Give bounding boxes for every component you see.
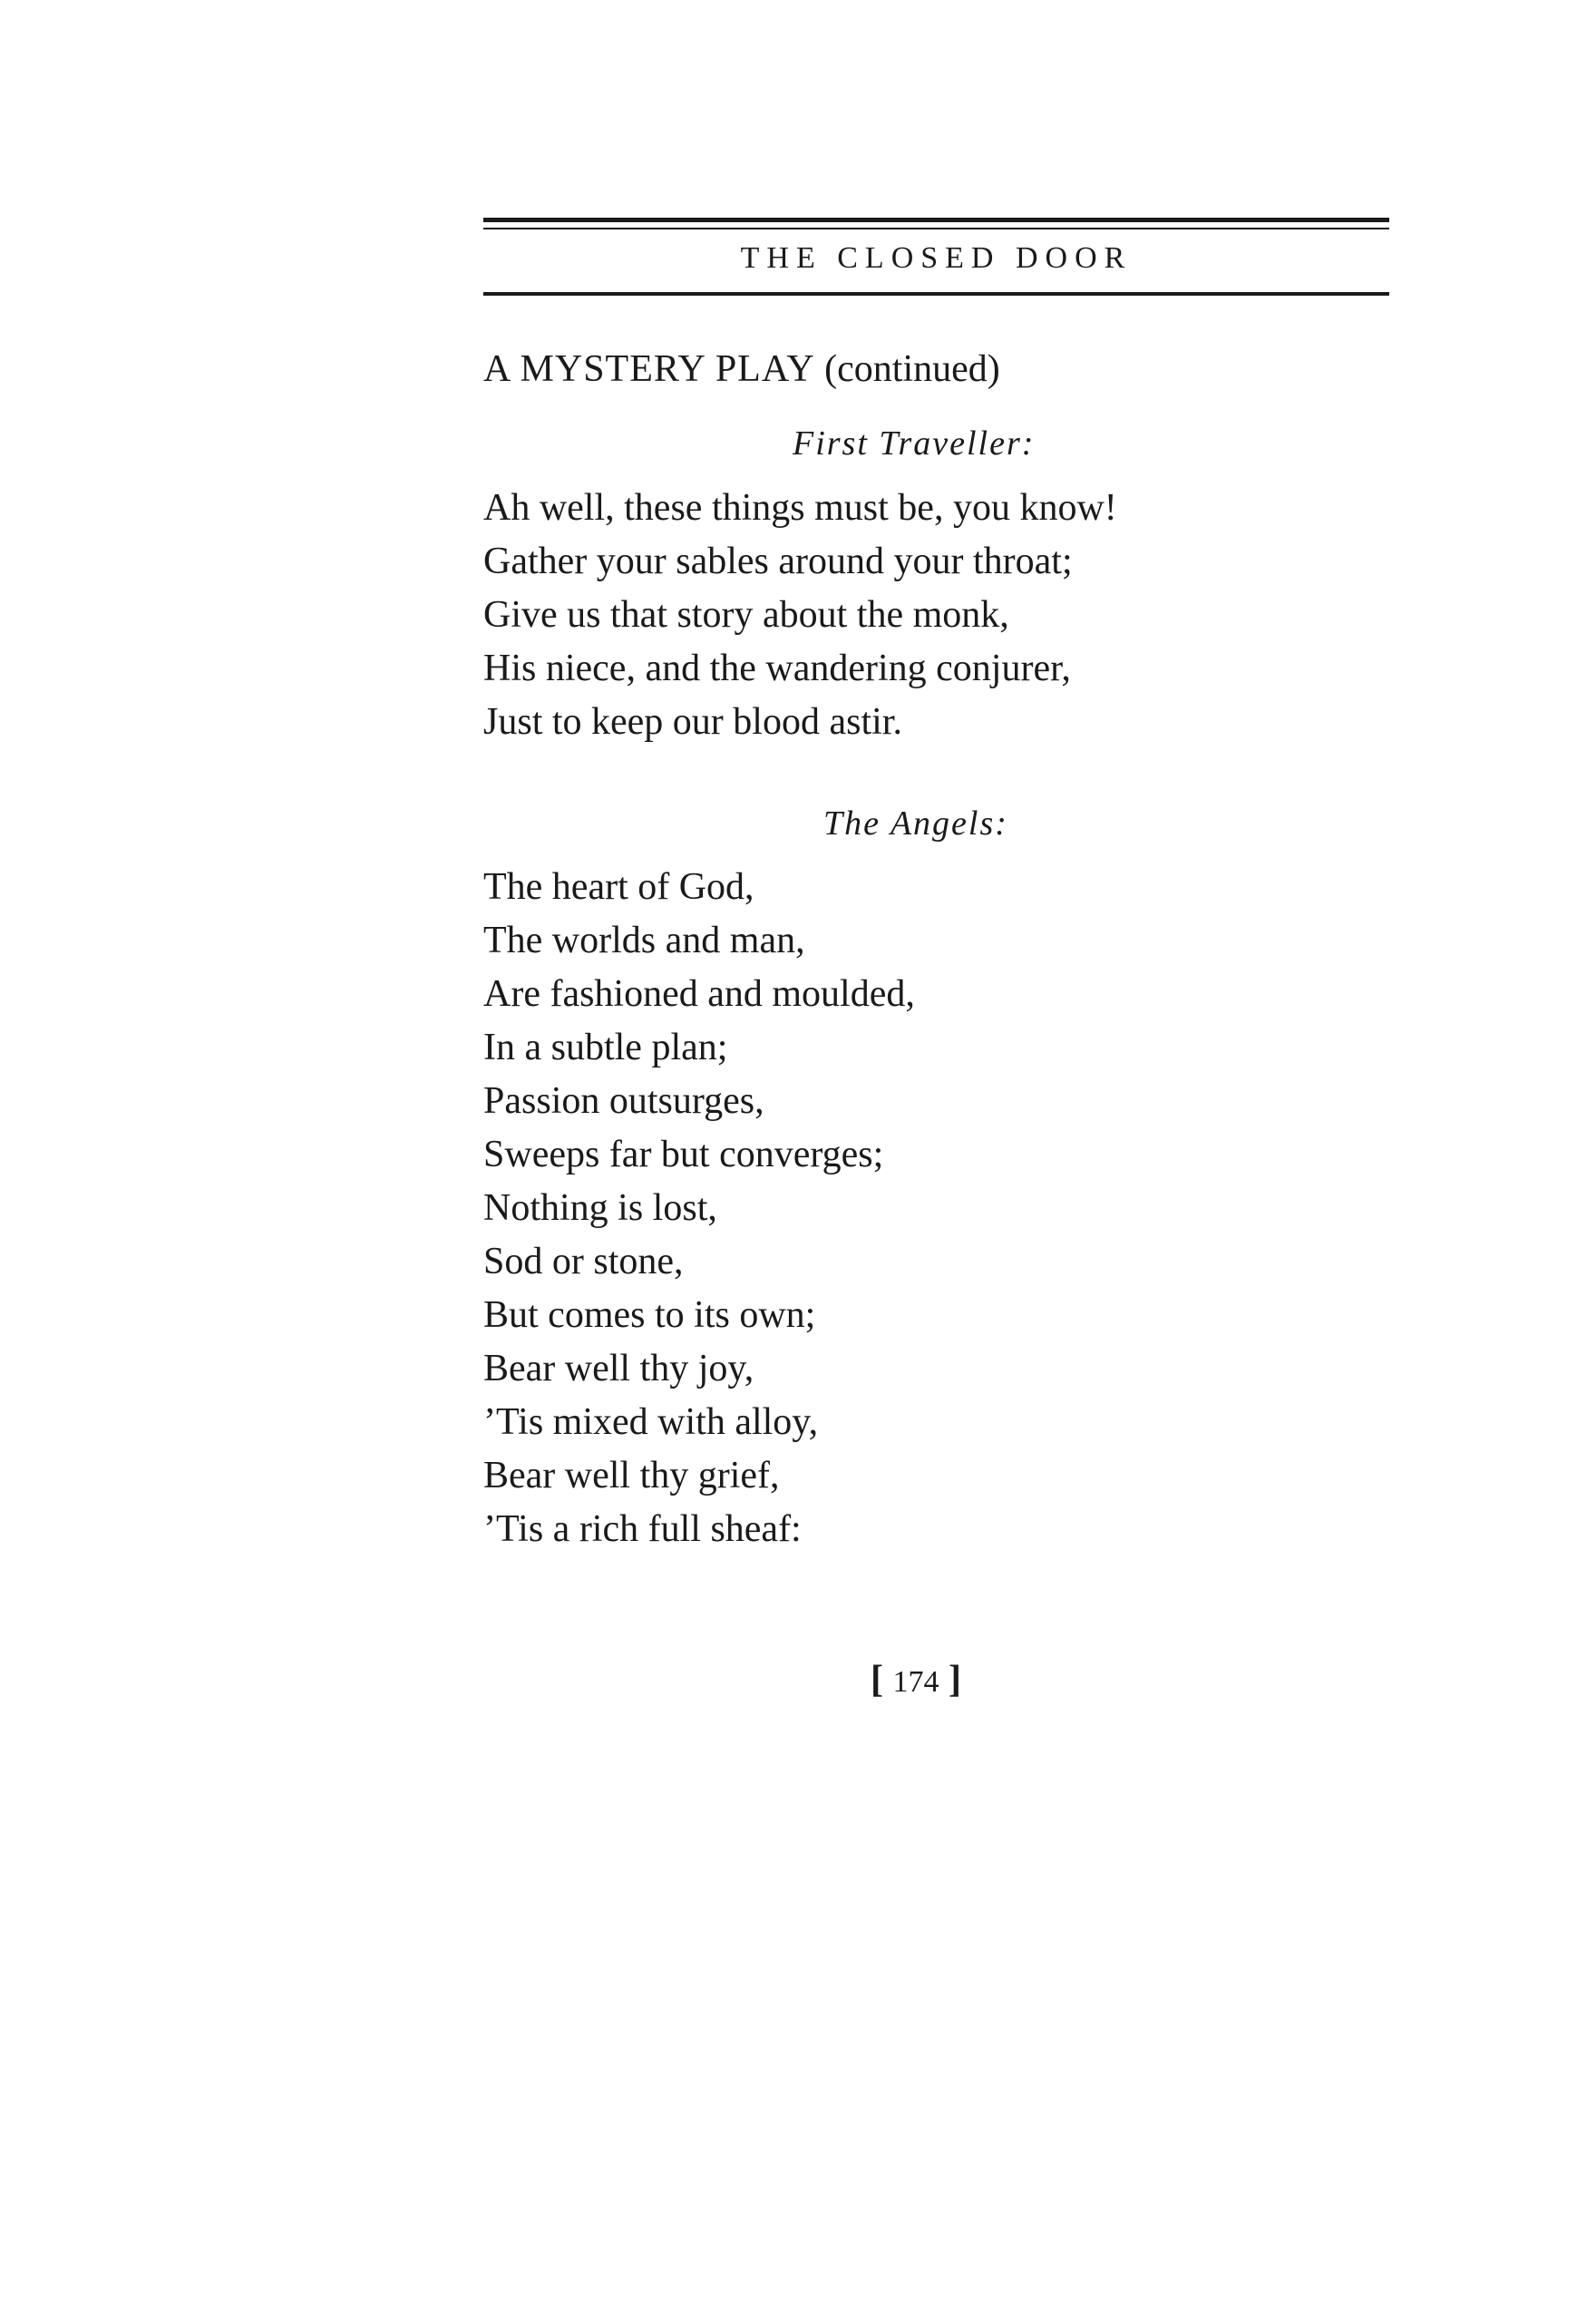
verse-line: Passion outsurges, <box>483 1080 764 1122</box>
verse-line: The heart of God, <box>483 866 754 908</box>
stanza-first-traveller <box>483 482 1117 749</box>
speaker-first-traveller: First Traveller: <box>793 424 1036 463</box>
section-title <box>483 343 1000 395</box>
verse-line: ’Tis mixed with alloy, <box>483 1401 819 1443</box>
verse-line: Ah well, these things must be, you know! <box>483 487 1117 529</box>
running-head: THE CLOSED DOOR <box>740 241 1133 275</box>
verse-line: ’Tis a rich full sheaf: <box>483 1508 802 1550</box>
page-number-open-bracket: [ <box>871 1659 883 1701</box>
verse-line: Sod or stone, <box>483 1241 684 1282</box>
verse-line: Give us that story about the monk, <box>483 594 1009 636</box>
header-rule-bottom <box>483 292 1389 296</box>
verse-line: Gather your sables around your throat; <box>483 541 1073 582</box>
header-rule-thin <box>483 228 1389 229</box>
page-number-value: 174 <box>892 1665 939 1699</box>
header-rule-thick <box>483 218 1389 222</box>
speaker-the-angels: The Angels: <box>823 804 1008 843</box>
page-number-close-bracket: ] <box>949 1659 961 1701</box>
page-number <box>871 1653 961 1709</box>
verse-line: Nothing is lost, <box>483 1187 717 1229</box>
verse-line: Bear well thy joy, <box>483 1348 754 1389</box>
verse-line: His niece, and the wandering conjurer, <box>483 648 1071 689</box>
verse-line: The worlds and man, <box>483 920 805 961</box>
section-title-note: (continued) <box>824 348 1000 390</box>
verse-line: In a subtle plan; <box>483 1027 728 1068</box>
verse-line: Bear well thy grief, <box>483 1455 780 1496</box>
verse-line: Are fashioned and moulded, <box>483 973 915 1015</box>
verse-line: But comes to its own; <box>483 1294 816 1336</box>
section-title-text: A MYSTERY PLAY <box>483 348 815 390</box>
verse-line: Sweeps far but converges; <box>483 1134 884 1175</box>
verse-line: Just to keep our blood astir. <box>483 701 902 743</box>
stanza-the-angels <box>483 861 915 1556</box>
